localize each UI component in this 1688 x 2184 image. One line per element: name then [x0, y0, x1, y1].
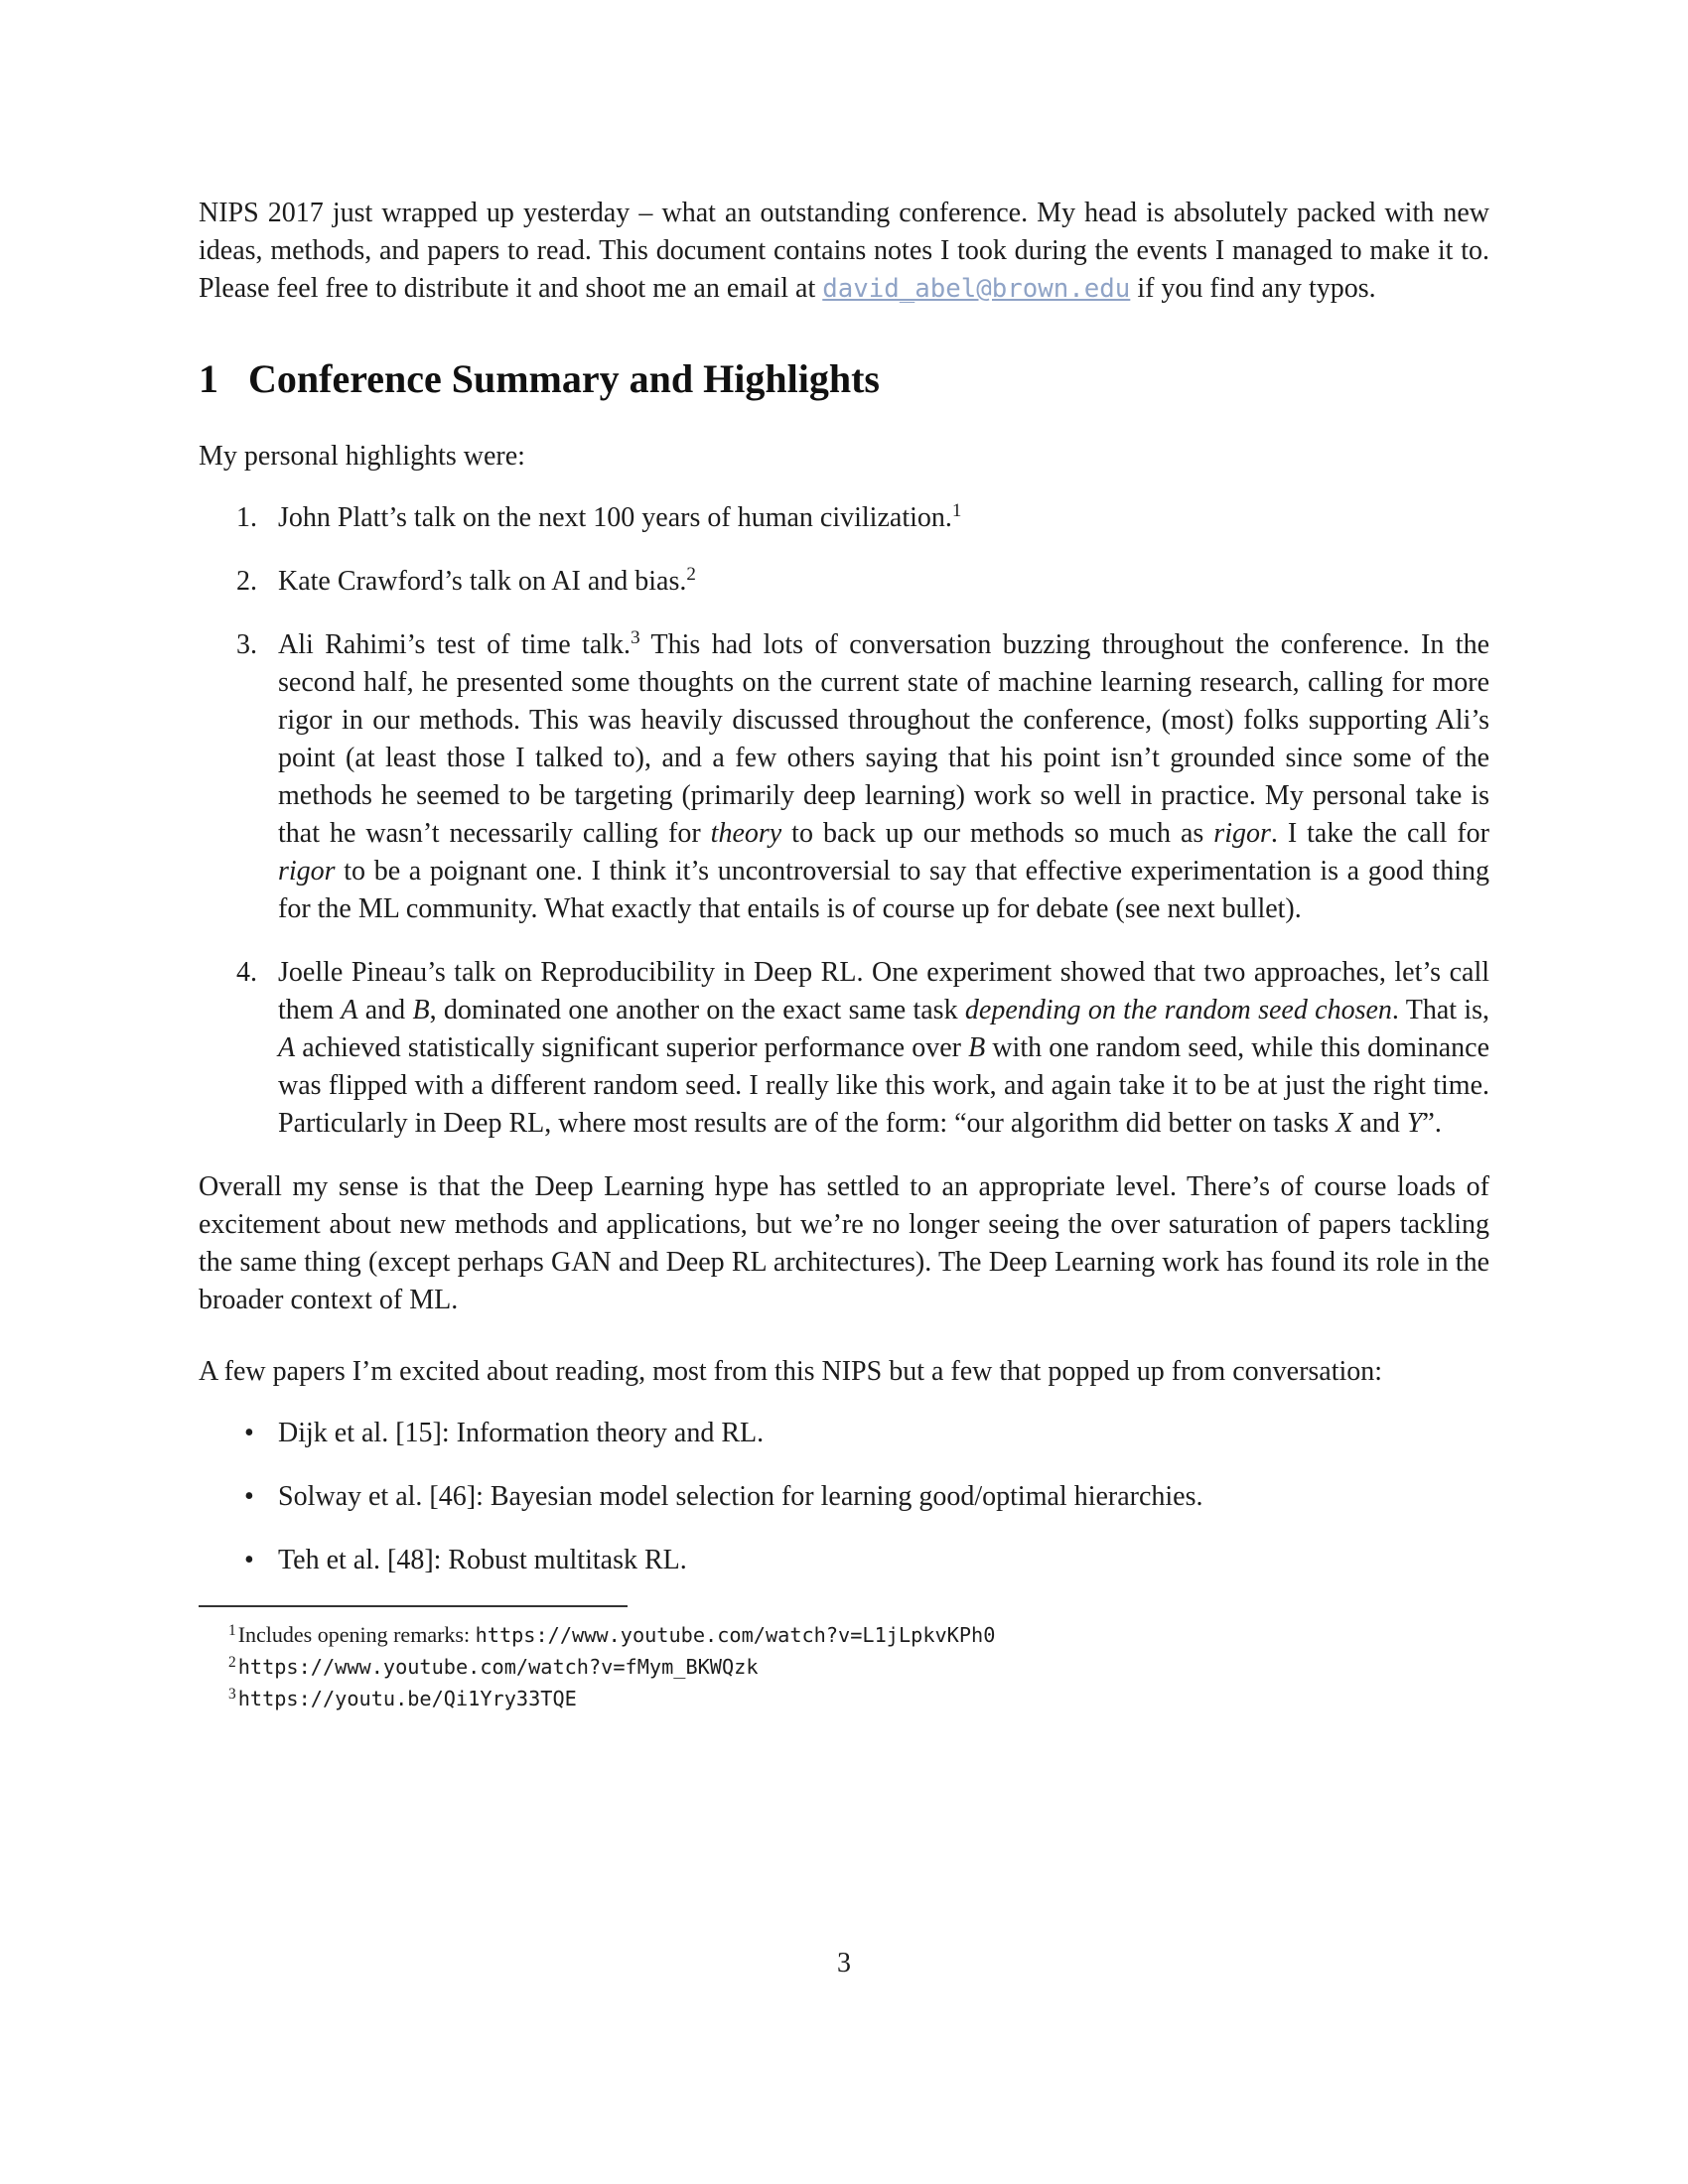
- text-segment: . That is,: [1391, 995, 1490, 1025]
- footnote-url-3[interactable]: https://youtu.be/Qi1Yry33TQE: [237, 1687, 577, 1710]
- text-segment: and: [1352, 1108, 1407, 1139]
- text-segment: Y: [1406, 1108, 1423, 1139]
- text-segment: Joelle Pineau’s talk on Reproducibility in Deep RL. One experiment showed that two approaches, let’s call them: [278, 957, 1489, 1025]
- bullet-item-2: [199, 1478, 1489, 1516]
- text-block: [199, 195, 1489, 1714]
- text-segment: A: [278, 1032, 296, 1063]
- list-item-3: [199, 626, 1489, 928]
- text-segment: to back up our methods so much as: [781, 818, 1214, 849]
- email-link[interactable]: david_abel@brown.edu: [822, 274, 1131, 304]
- intro-text-after-email: if you find any typos.: [1130, 273, 1376, 304]
- text-segment: This had lots of conversation buzzing throughout the conference. In the second half, he presented some thoughts on the current state of machine learning research, calling for more rigor in our methods. This was heavily discussed throughout the conference, (most) folks supporting Ali’s point (at least those I talked to), and a few others saying that his point isn’t grounded since some of the methods he seemed to be targeting (primarily deep learning) work so well in practice. My personal take is that he wasn’t necessarily calling for: [278, 629, 1489, 849]
- footnotes-block: [199, 1605, 1489, 1714]
- footnote-2: [199, 1651, 1489, 1683]
- highlights-lead: My personal highlights were:: [199, 441, 525, 472]
- text-segment: John Platt’s talk on the next 100 years of human civilization.: [278, 502, 952, 533]
- footnote-text: [238, 1622, 996, 1647]
- item-text: [278, 629, 1489, 924]
- section-number: 1: [199, 356, 218, 401]
- item-text: [278, 502, 961, 533]
- text-segment: depending on the random seed chosen: [964, 995, 1392, 1025]
- footnote-url-2[interactable]: https://www.youtube.com/watch?v=fMym_BKWQzk: [237, 1655, 759, 1679]
- bullet-icon: •: [244, 1418, 254, 1448]
- footnote-text: [238, 1686, 577, 1710]
- text-segment: to be a poignant one. I think it’s uncontroversial to say that effective experimentation is a good thing for the ML community. What exactly that entails is of course up for debate (see next bullet).: [278, 856, 1489, 924]
- text-segment: with one random seed, while this dominance was flipped with a different random seed. I really like this work, and again take it to be at just the right time. Particularly in Deep RL, where most results are of the form: “our algorithm did better on tasks: [278, 1032, 1489, 1139]
- footnote-rule: [199, 1605, 628, 1607]
- item-text: [278, 566, 696, 597]
- papers-bullet-list: [199, 1415, 1489, 1579]
- text-segment: rigor: [278, 856, 336, 887]
- text-segment: Ali Rahimi’s test of time talk.: [278, 629, 632, 660]
- footnote-url-1[interactable]: https://www.youtube.com/watch?v=L1jLpkvKPh0: [475, 1623, 996, 1647]
- text-segment: Includes opening remarks:: [237, 1622, 476, 1647]
- footnote-ref-2: 2: [686, 564, 696, 586]
- footnote-1: [199, 1619, 1489, 1651]
- text-segment: achieved statistically significant superior performance over: [295, 1032, 969, 1063]
- intro-paragraph: [199, 195, 1489, 308]
- intro-text-before-email: NIPS 2017 just wrapped up yesterday – what an outstanding conference. My head is absolutely packed with new ideas, methods, and papers to read. This document contains notes I took during the events I managed to make it to. Please feel free to distribute it and shoot me an email at: [199, 198, 1489, 304]
- list-item-1: [199, 499, 1489, 537]
- bullet-item-3: [199, 1542, 1489, 1579]
- list-item-4: [199, 954, 1489, 1143]
- item-number: 4.: [236, 957, 257, 988]
- item-text: [278, 957, 1489, 1139]
- item-number: 2.: [236, 566, 257, 597]
- text-segment: and: [357, 995, 413, 1025]
- papers-lead-paragraph: A few papers I’m excited about reading, most from this NIPS but a few that popped up from conversation:: [199, 1356, 1383, 1387]
- footnote-marker: 3: [228, 1686, 236, 1704]
- footnote-marker: 2: [228, 1654, 236, 1672]
- item-number: 3.: [236, 629, 257, 660]
- text-segment: theory: [710, 818, 782, 849]
- overall-paragraph: Overall my sense is that the Deep Learning hype has settled to an appropriate level. There’s of course loads of excitement about new methods and applications, but we’re no longer seeing the over saturation of papers tackling the same thing (except perhaps GAN and Deep RL architectures). The Deep Learning work has found its role in the broader context of ML.: [199, 1171, 1489, 1315]
- bullet-icon: •: [244, 1545, 254, 1575]
- bullet-text: Solway et al. [46]: Bayesian model selection for learning good/optimal hierarchies.: [278, 1481, 1203, 1512]
- bullet-text: Dijk et al. [15]: Information theory and RL.: [278, 1418, 765, 1448]
- item-number: 1.: [236, 502, 257, 533]
- text-segment: . I take the call for: [1270, 818, 1489, 849]
- text-segment: ”.: [1422, 1108, 1442, 1139]
- text-segment: A: [341, 995, 358, 1025]
- footnote-text: [238, 1654, 759, 1679]
- text-segment: rigor: [1213, 818, 1271, 849]
- bullet-icon: •: [244, 1481, 254, 1512]
- section-heading: [199, 355, 1489, 402]
- text-segment: X: [1336, 1108, 1353, 1139]
- text-segment: , dominated one another on the exact same task: [429, 995, 965, 1025]
- highlights-numbered-list: [199, 499, 1489, 1143]
- text-segment: B: [412, 995, 430, 1025]
- text-segment: B: [968, 1032, 986, 1063]
- text-segment: Kate Crawford’s talk on AI and bias.: [278, 566, 687, 597]
- footnote-ref-1: 1: [951, 500, 962, 522]
- bullet-item-1: [199, 1415, 1489, 1452]
- list-item-2: [199, 563, 1489, 601]
- section-title: Conference Summary and Highlights: [248, 356, 880, 401]
- page-number: 3: [837, 1948, 851, 1979]
- footnote-3: [199, 1683, 1489, 1714]
- footnote-marker: 1: [228, 1622, 236, 1640]
- footnote-ref-3: 3: [631, 627, 640, 649]
- bullet-text: Teh et al. [48]: Robust multitask RL.: [278, 1545, 687, 1575]
